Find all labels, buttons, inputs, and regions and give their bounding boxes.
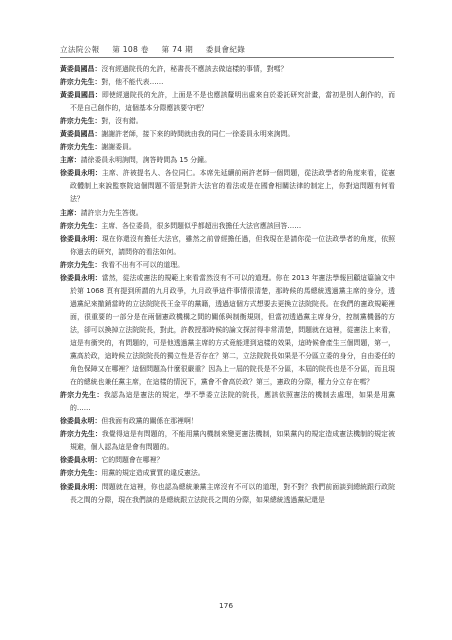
speaker-label: 許宗力先生： — [60, 221, 102, 230]
speaker-label: 主席： — [60, 208, 81, 217]
transcript-paragraph — [60, 76, 395, 89]
speech-text: 我認為這是憲法的規定，學不學委立法院的院長，應該依照憲法的機制去處理，如果是用黨的…… — [70, 391, 395, 413]
transcript-paragraph — [60, 233, 395, 259]
speaker-label: 許宗力先生： — [60, 260, 102, 269]
transcript-paragraph — [60, 481, 395, 507]
transcript-paragraph — [60, 259, 395, 272]
transcript-paragraph — [60, 89, 395, 115]
transcript-paragraph — [60, 207, 395, 220]
header-divider — [60, 57, 394, 58]
speaker-label: 徐委員永明： — [60, 417, 102, 426]
publication-name: 立法院公報 — [60, 45, 100, 54]
transcript-body — [60, 63, 395, 507]
speaker-label: 徐委員永明： — [60, 482, 102, 491]
volume-number: 第 108 卷 — [112, 45, 149, 54]
speaker-label: 徐委員永明： — [60, 456, 102, 465]
speaker-label: 黃委員國昌： — [60, 91, 102, 100]
speech-text: 沒有經過院長的允許，秘書長不應該去做這樣的事情，對嗎？ — [101, 65, 288, 73]
speech-text: 但我面有政黨的關係在那裡啊！ — [101, 417, 198, 426]
speaker-label: 許宗力先生： — [60, 469, 102, 478]
speaker-label: 主席： — [60, 156, 81, 165]
speaker-label: 黃委員國昌： — [60, 65, 102, 73]
speech-text: 主席、許被提名人、各位同仁。本席先延續前兩許老師一個問題，從法政學者的角度來看，從憲政體制上來說監察院這個問題不管是對許大法官的看法或是在國會相關法律的制定上，你對這問題有何看法？ — [70, 169, 396, 204]
speech-text: 當然，從法或憲法的規範上來看當然沒有不可以的道理。你在 2013 年憲法學報回顧這篇論文中於第 1068 頁有提到所謂的九月政爭，九月政爭這件事情很清楚，那時候的馬總統透過黨主席的身分，透過黨紀來撤銷當時的立法院院長王金平的黨籍，透過這個方式想要去更換立法院院長。在我們的憲政規範裡面，很重要的一部分是在兩個憲政機構之間的關係與制衡規則，但當初透過黨主席身分，控制黨機器的方法，卻可以換掉立法院院長，對此，許教授那時候的論文探討得非常清楚，問題就在這裡，從憲法上來看，這是有衝突的，有問題的，可是他透過黨主席的方式竟能達到這樣的效果，這時候會產生三個問題，第一，黨高於政，這時候立法院院長的獨立性是否存在？第二，立法院院長如果是不分區立委的身分，自由委任的角色保障又在哪裡？這個問題為什麼很嚴重？因為上一屆的院長是不分區，本屆的院長也是不分區，而且現在的總統也兼任黨主席，在這樣的情況下，黨會不會高於政？第三，憲政的分際，權力分立存在嗎？ — [70, 273, 396, 387]
speech-text: 主席、各位委員，很多問題似乎都超出我擔任大法官應該回答…… — [101, 221, 302, 230]
speaker-label: 許宗力先生： — [60, 78, 102, 87]
transcript-paragraph — [60, 220, 395, 233]
speaker-label: 許宗力先生： — [60, 117, 102, 126]
transcript-paragraph — [60, 428, 395, 454]
speech-text: 我看不出有不可以的道理。 — [101, 260, 185, 269]
speaker-label: 許宗力先生： — [60, 391, 104, 400]
speech-text: 謝謝委員。 — [101, 143, 136, 152]
speaker-label: 徐委員永明： — [60, 234, 102, 243]
speaker-label: 許宗力先生： — [60, 430, 102, 439]
transcript-paragraph — [60, 63, 395, 76]
transcript-paragraph — [60, 467, 395, 480]
transcript-paragraph — [60, 141, 395, 154]
speech-text: 它的問題會在哪裡？ — [101, 456, 164, 465]
speaker-label: 徐委員永明： — [60, 169, 102, 178]
transcript-paragraph — [60, 454, 395, 467]
speech-text: 謝謝許老師，接下來的時間就由我的同仁一徐委員永明來詢問。 — [101, 130, 295, 139]
transcript-paragraph — [60, 415, 395, 428]
transcript-paragraph — [60, 128, 395, 141]
transcript-paragraph — [60, 272, 395, 389]
speech-text: 即使經過院長的允許，上面是不是也應該釐明出處來自於委託研究計畫，當初是別人創作的，而不是自己創作的，這個基本分際應該要守吧？ — [70, 91, 396, 113]
speech-text: 請徐委員永明詢問，詢答時間為 15 分鐘。 — [80, 156, 211, 165]
speech-text: 我覺得這是有問題的，不能用黨內機制來變更憲法機制，如果黨內的規定造成憲法機制的規定被規避，個人認為這是會有問題的。 — [70, 430, 396, 452]
speaker-label: 黃委員國昌： — [60, 130, 102, 139]
speech-text: 對，他不能代表…… — [101, 78, 164, 87]
transcript-paragraph — [60, 154, 395, 167]
speech-text: 現在你還沒有擔任大法官，雖然之前曾經擔任過，但我現在是請你從一位法政學者的角度，依照你過去的研究，請問你的看法如何。 — [70, 234, 396, 256]
transcript-paragraph — [60, 115, 395, 128]
page-header — [60, 44, 255, 55]
section-name: 委員會紀錄 — [205, 45, 246, 54]
speaker-label: 許宗力先生： — [60, 143, 102, 152]
speech-text: 對，沒有錯。 — [101, 117, 143, 126]
transcript-paragraph — [60, 167, 395, 206]
speaker-label: 徐委員永明： — [60, 273, 102, 282]
speech-text: 請許宗力先生答復。 — [80, 208, 143, 217]
issue-number: 第 74 期 — [161, 45, 193, 54]
page-number: 176 — [218, 601, 234, 610]
transcript-paragraph — [60, 389, 395, 415]
speech-text: 問題就在這裡，你也認為總統兼黨主席沒有不可以的道理，對不對？我們前面談到總統跟行政院長之間的分際，現在我們談的是總統跟立法院長之間的分際，如果總統透過黨紀還是 — [70, 482, 396, 504]
speech-text: 用黨的規定造成實質的違反憲法。 — [101, 469, 205, 478]
